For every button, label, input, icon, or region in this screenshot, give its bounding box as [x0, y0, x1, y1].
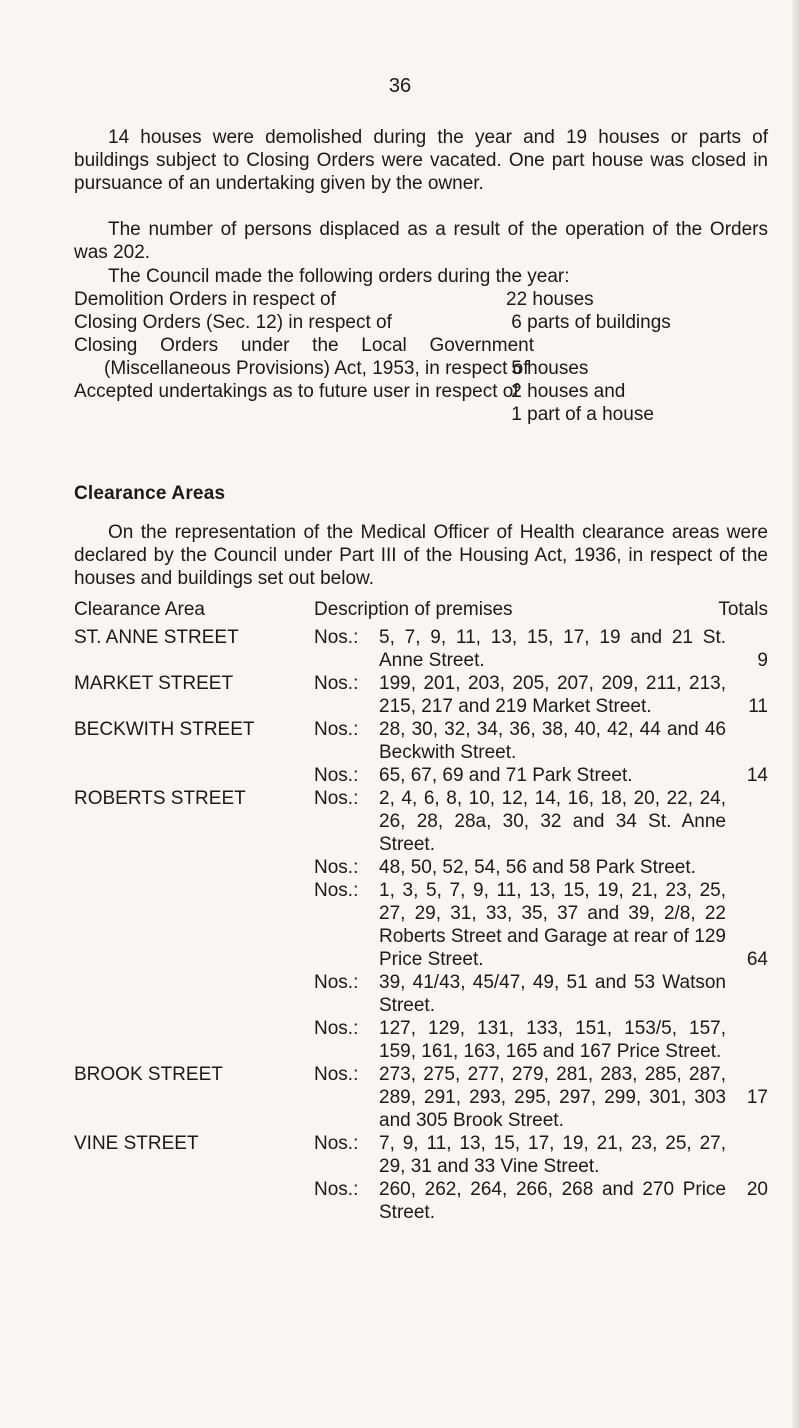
nos-label: Nos.:: [314, 765, 359, 786]
premises-entry: [314, 1132, 768, 1178]
paragraph-displaced-text: The number of persons displaced as a result of the operation of the Orders was 202.: [74, 219, 768, 263]
order-row: [74, 334, 768, 380]
row-total: 20: [746, 1179, 768, 1200]
orders-list: [74, 288, 768, 426]
clearance-area-name: BECKWITH STREET: [74, 719, 255, 740]
row-total: 64: [746, 949, 768, 970]
order-description: Demolition Orders in respect of: [74, 289, 336, 310]
nos-label: Nos.:: [314, 1064, 359, 1085]
nos-label: Nos.:: [314, 788, 359, 809]
order-description: Closing Orders (Sec. 12) in respect of: [74, 312, 392, 333]
paragraph-orders-intro-text: The Council made the following orders during the year:: [108, 266, 570, 287]
row-total: 11: [748, 696, 768, 717]
premises-entry: [314, 1063, 768, 1132]
clearance-table: [74, 598, 768, 1224]
premises-entry: [314, 672, 768, 718]
order-row: [74, 311, 768, 334]
table-row: [74, 1132, 768, 1224]
table-row: [74, 718, 768, 787]
table-row: [74, 672, 768, 718]
paragraph-clearance-intro: [74, 521, 768, 590]
premises-entry: [314, 856, 768, 879]
page-number: 36: [388, 75, 412, 97]
paragraph-clearance-intro-text: On the representation of the Medical Officer of Health clearance areas were declared by the Council under Part III of the Housing Act, 1936, in respect of the houses and buildings set out below.: [74, 522, 768, 589]
order-value: 6 parts of buildings: [506, 312, 671, 333]
table-header: [74, 598, 768, 622]
order-value: 5 houses: [506, 358, 589, 379]
table-row: [74, 626, 768, 672]
nos-label: Nos.:: [314, 880, 359, 901]
premises-entry: [314, 1178, 768, 1224]
section-heading: Clearance Areas: [74, 483, 226, 504]
order-row: [74, 380, 768, 403]
paragraph-displaced: [74, 218, 768, 264]
clearance-area-name: MARKET STREET: [74, 673, 234, 694]
order-value: 2 houses and: [506, 381, 626, 402]
premises-description: 1, 3, 5, 7, 9, 11, 13, 15, 19, 21, 23, 25, 27, 29, 31, 33, 35, 37 and 39, 2/8, 22 Roberts Street and Garage at rear of 129 Price Street.: [379, 880, 726, 970]
order-value: 22 houses: [506, 289, 594, 310]
premises-description: 39, 41/43, 45/47, 49, 51 and 53 Watson Street.: [379, 972, 726, 1016]
nos-label: Nos.:: [314, 1179, 359, 1200]
row-total: 17: [746, 1087, 768, 1108]
premises-description: 28, 30, 32, 34, 36, 38, 40, 42, 44 and 46 Beckwith Street.: [379, 719, 726, 763]
nos-label: Nos.:: [314, 857, 359, 878]
paragraph-demolitions-text: 14 houses were demolished during the year and 19 houses or parts of buildings subject to Closing Orders were vacated. One part house was closed in pursuance of an undertaking given by the owner.: [74, 127, 768, 194]
nos-label: Nos.:: [314, 627, 359, 648]
premises-description: 199, 201, 203, 205, 207, 209, 211, 213, 215, 217 and 219 Market Street.: [379, 673, 726, 717]
premises-description: 65, 67, 69 and 71 Park Street.: [379, 765, 633, 786]
nos-label: Nos.:: [314, 1133, 359, 1154]
premises-entry: [314, 879, 768, 971]
premises-entry: [314, 971, 768, 1017]
premises-description: 273, 275, 277, 279, 281, 283, 285, 287, 289, 291, 293, 295, 297, 299, 301, 303 and 305 Brook Street.: [379, 1064, 726, 1131]
premises-description: 2, 4, 6, 8, 10, 12, 14, 16, 18, 20, 22, 24, 26, 28, 28a, 30, 32 and 34 St. Anne Street.: [379, 788, 726, 855]
table-row: [74, 787, 768, 1063]
order-value-continued: 1 part of a house: [506, 404, 654, 425]
header-totals: Totals: [718, 599, 768, 620]
clearance-area-name: BROOK STREET: [74, 1064, 223, 1085]
order-description: Accepted undertakings as to future user in respect of: [74, 381, 519, 402]
row-total: 14: [746, 765, 768, 786]
paragraph-demolitions: [74, 126, 768, 195]
table-row: [74, 1063, 768, 1132]
header-description: Description of premises: [314, 599, 513, 620]
nos-label: Nos.:: [314, 719, 359, 740]
premises-entry: [314, 718, 768, 764]
paragraph-orders-intro: [74, 265, 768, 288]
clearance-area-name: ROBERTS STREET: [74, 788, 246, 809]
premises-description: 260, 262, 264, 266, 268 and 270 Price Street.: [379, 1179, 726, 1223]
nos-label: Nos.:: [314, 673, 359, 694]
premises-description: 127, 129, 131, 133, 151, 153/5, 157, 159, 161, 163, 165 and 167 Price Street.: [379, 1018, 726, 1062]
nos-label: Nos.:: [314, 1018, 359, 1039]
row-total: 9: [757, 650, 768, 671]
premises-entry: [314, 1017, 768, 1063]
header-clearance-area: Clearance Area: [74, 599, 205, 620]
page-edge: [792, 0, 800, 1428]
order-row: [74, 288, 768, 311]
nos-label: Nos.:: [314, 972, 359, 993]
premises-entry: [314, 764, 768, 787]
clearance-area-name: VINE STREET: [74, 1133, 199, 1154]
premises-description: 5, 7, 9, 11, 13, 15, 17, 19 and 21 St. Anne Street.: [379, 627, 726, 671]
order-description: Closing Orders under the Local Government (Miscellaneous Provisions) Act, 1953, in respect of: [74, 335, 534, 379]
clearance-area-name: ST. ANNE STREET: [74, 627, 239, 648]
premises-description: 48, 50, 52, 54, 56 and 58 Park Street.: [379, 857, 696, 878]
premises-entry: [314, 787, 768, 856]
premises-description: 7, 9, 11, 13, 15, 17, 19, 21, 23, 25, 27, 29, 31 and 33 Vine Street.: [379, 1133, 726, 1177]
premises-entry: [314, 626, 768, 672]
